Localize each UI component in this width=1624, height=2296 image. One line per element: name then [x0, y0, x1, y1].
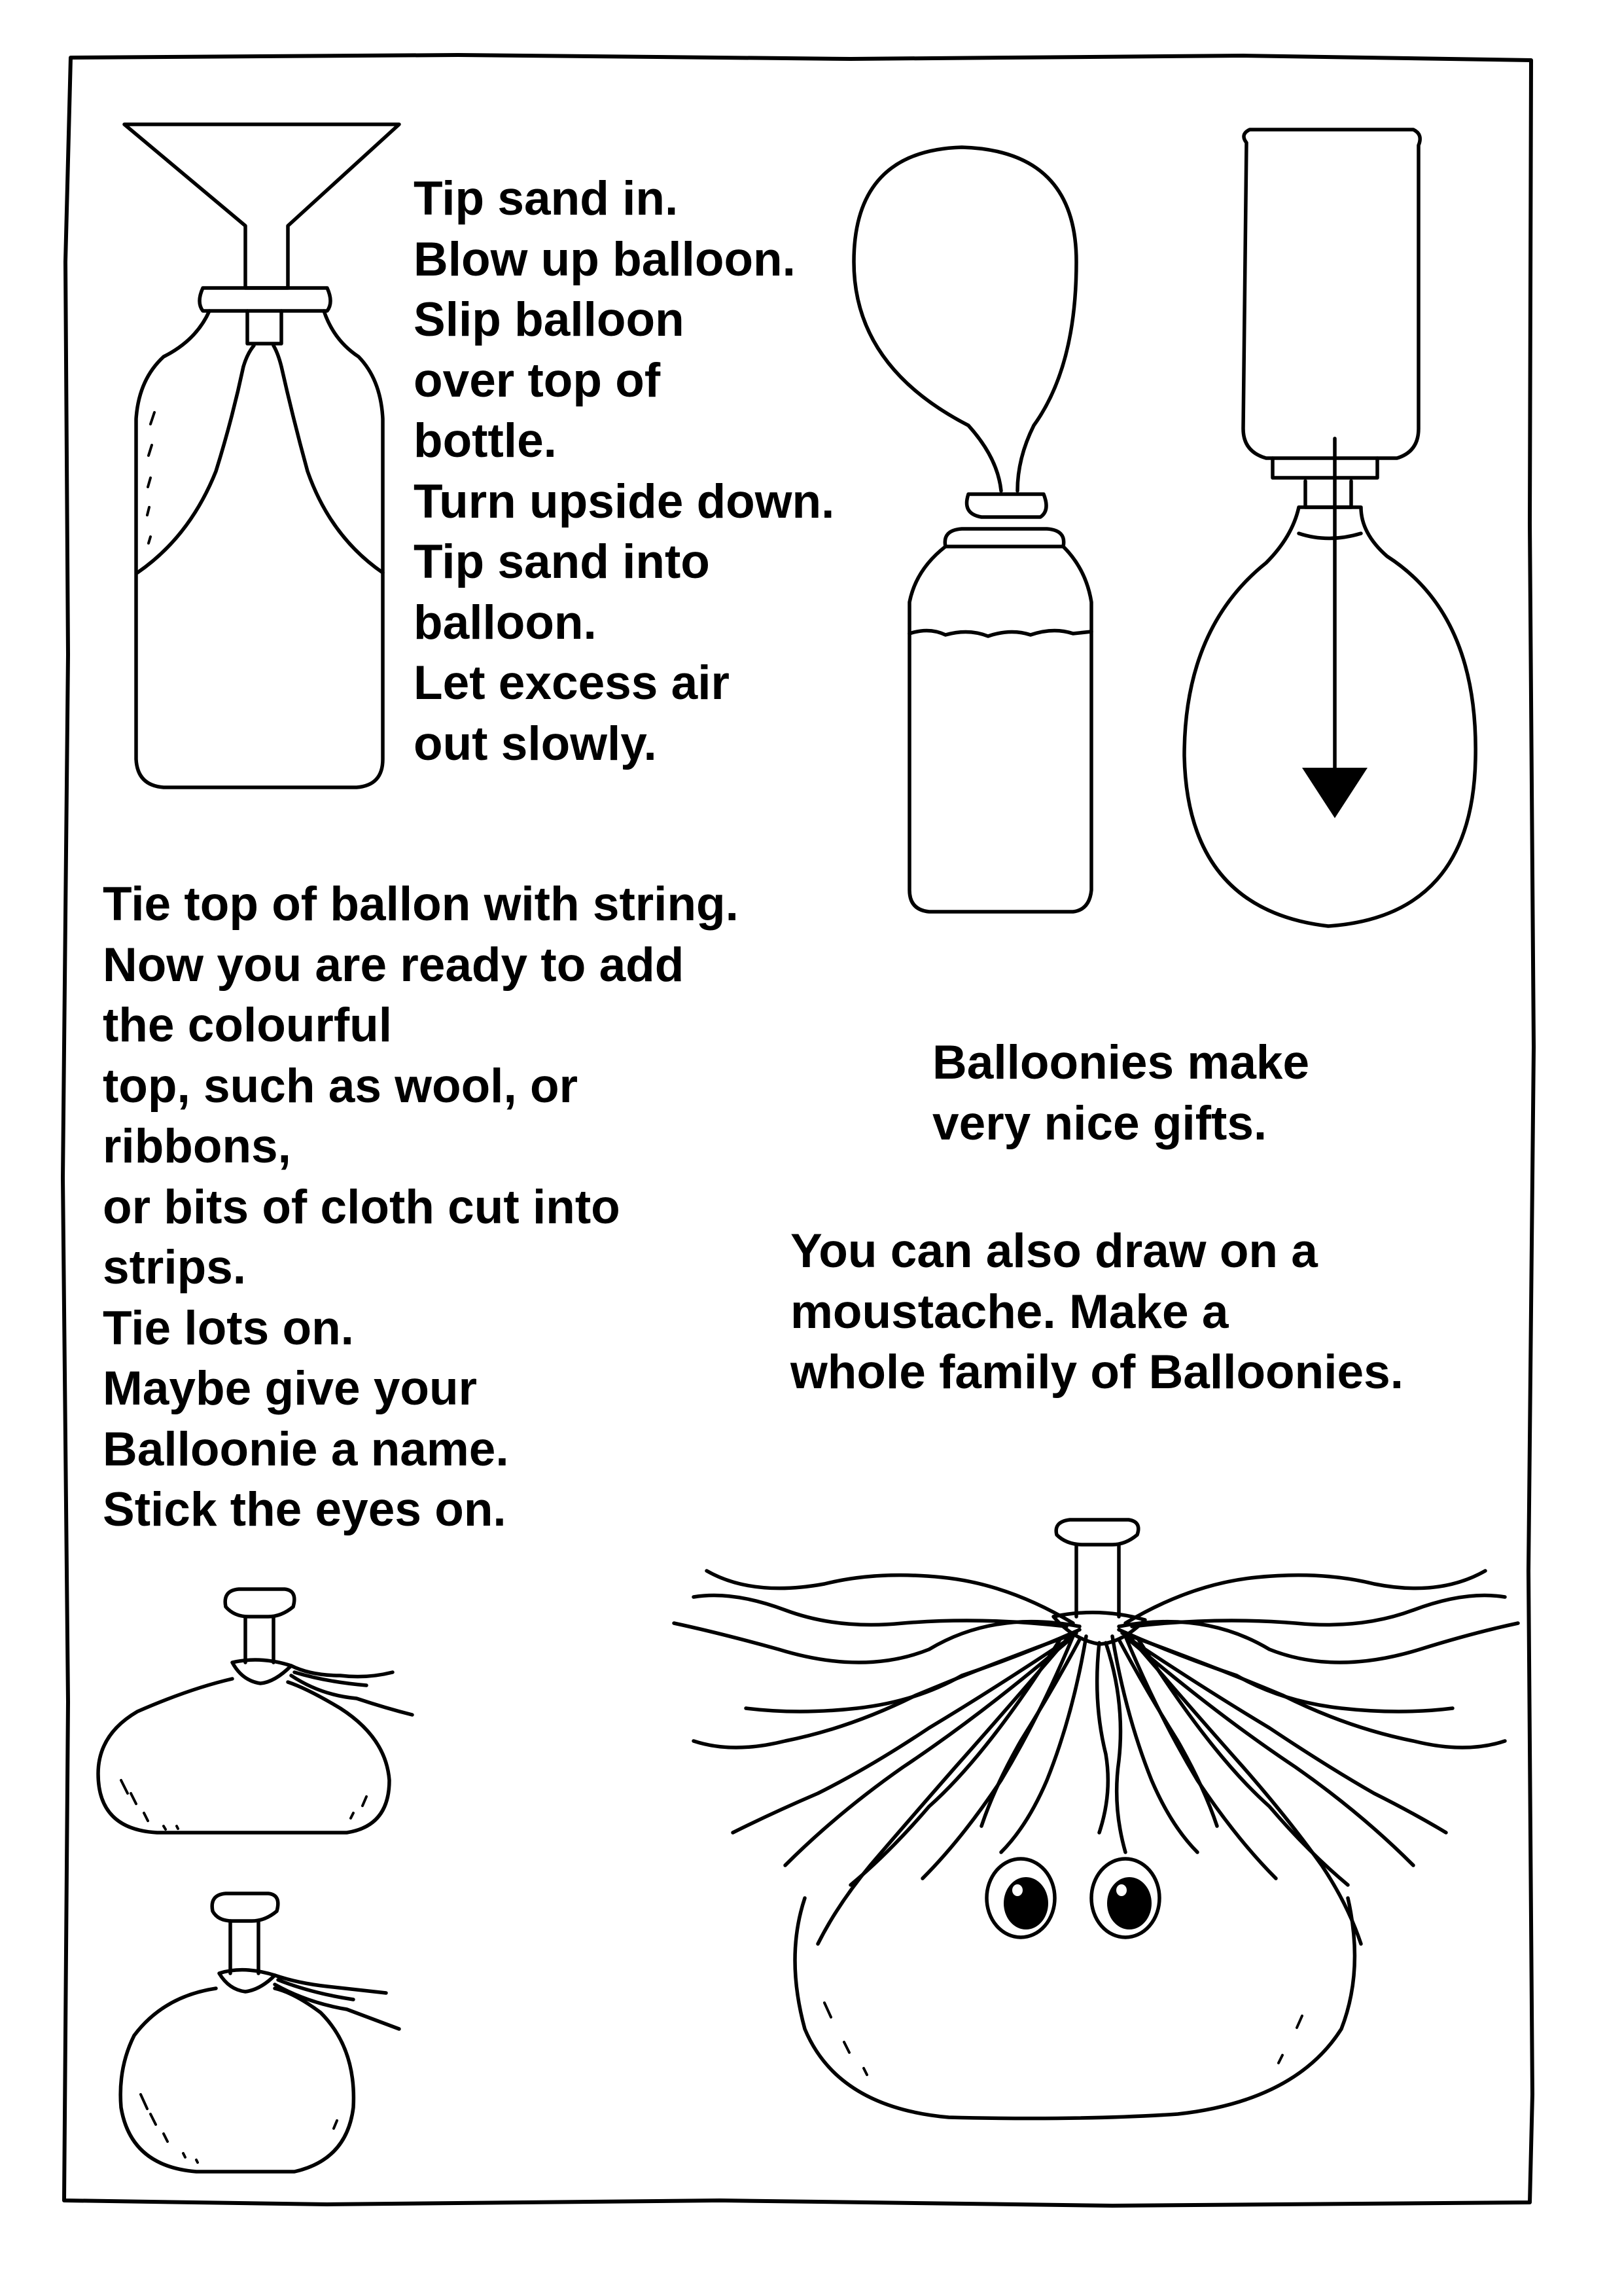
funnel-bottle-illustration — [124, 124, 399, 787]
bottle-icon — [1243, 130, 1420, 458]
gift-note — [932, 1033, 1309, 1154]
string-icon — [275, 1975, 399, 2029]
instruction-line: strips. — [103, 1241, 247, 1294]
upside-down-bottle-illustration — [1184, 130, 1475, 926]
instruction-line: bottle. — [414, 414, 557, 467]
wool-hair-icon — [674, 1571, 1518, 1944]
note-line: Balloonies make — [932, 1036, 1310, 1089]
instruction-line: Tip sand into — [414, 535, 710, 588]
eyes-icon — [987, 1859, 1159, 1937]
funnel-icon — [124, 124, 399, 288]
instruction-line: out slowly. — [414, 717, 657, 770]
instruction-line: Balloonie a name. — [103, 1422, 509, 1476]
instruction-line: Slip balloon — [414, 293, 684, 346]
bottle-icon — [136, 311, 383, 787]
balloon-on-bottle-illustration — [854, 147, 1091, 912]
balloon-icon — [1184, 507, 1475, 926]
instruction-line: Turn upside down. — [414, 475, 835, 528]
arrow-down-icon — [1302, 768, 1368, 818]
instruction-line: the colourful — [103, 999, 393, 1052]
instruction-line: Blow up balloon. — [414, 232, 796, 286]
note-line: moustache. Make a — [790, 1285, 1229, 1338]
instruction-line: Maybe give your — [103, 1362, 478, 1415]
sand-level-icon — [909, 630, 1091, 636]
instruction-line: Now you are ready to add — [103, 938, 684, 992]
instruction-line: Tie top of ballon with string. — [103, 878, 739, 931]
sand-icon — [137, 346, 383, 573]
tied-balloon-illustration — [98, 1589, 412, 1833]
note-line: very nice gifts. — [932, 1096, 1267, 1150]
moustache-note — [790, 1221, 1403, 1403]
note-line: You can also draw on a — [790, 1225, 1318, 1278]
instruction-line: over top of — [414, 353, 661, 407]
instruction-line: balloon. — [414, 596, 597, 649]
balloon-icon — [98, 1679, 389, 1833]
instruction-line: top, such as wool, or — [103, 1059, 578, 1113]
instruction-line: Tip sand in. — [414, 172, 679, 225]
instruction-line: ribbons, — [103, 1120, 291, 1173]
balloon-icon — [854, 147, 1076, 491]
balloon-icon — [120, 1988, 353, 2172]
tied-balloon-illustration-round — [120, 1893, 399, 2172]
instruction-line: Let excess air — [414, 656, 730, 709]
instruction-line: Tie lots on. — [103, 1301, 354, 1355]
balloonie-illustration — [674, 1520, 1518, 2119]
instructions-top — [414, 169, 834, 774]
balloon-icon — [795, 1898, 1354, 2119]
instructions-middle — [103, 874, 739, 1541]
note-line: whole family of Balloonies. — [790, 1346, 1403, 1399]
instruction-line: Stick the eyes on. — [103, 1483, 506, 1536]
instruction-line: or bits of cloth cut into — [103, 1180, 620, 1234]
